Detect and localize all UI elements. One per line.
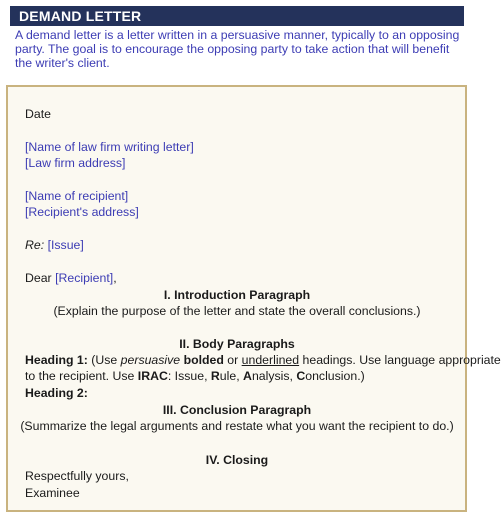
introduction-description: (Explain the purpose of the letter and state the overall conclusions.)	[53, 304, 421, 318]
heading-1-text: headings. Use language appropriate	[299, 353, 501, 367]
closing-heading: IV. Closing	[205, 453, 269, 467]
irac-text: onclusion.)	[305, 369, 365, 383]
re-line	[25, 238, 84, 253]
conclusion-description: (Summarize the legal arguments and restate what you want the recipient to do.)	[20, 419, 454, 433]
bolded-word: bolded	[183, 353, 224, 367]
document-title: DEMAND LETTER	[10, 6, 464, 26]
irac-line	[25, 369, 365, 384]
irac-letter-a: A	[243, 369, 252, 383]
irac-text: ule,	[219, 369, 244, 383]
heading-1-text: (Use	[87, 353, 121, 367]
conclusion-heading: III. Conclusion Paragraph	[162, 403, 312, 417]
signoff-line: Respectfully yours,	[25, 469, 129, 483]
irac-letter-r: R	[210, 369, 220, 383]
heading-1-line	[25, 353, 501, 368]
heading-2-label: Heading 2:	[25, 386, 88, 400]
irac-letter-c: C	[296, 369, 306, 383]
date-line: Date	[25, 107, 51, 121]
heading-1-label: Heading 1:	[25, 353, 88, 367]
irac-acronym: IRAC	[137, 369, 168, 383]
salutation-comma: ,	[113, 271, 117, 285]
salutation-label: Dear	[25, 271, 52, 285]
underlined-word: underlined	[241, 353, 300, 367]
recipient-name-placeholder: [Name of recipient]	[25, 189, 129, 203]
issue-placeholder: [Issue]	[47, 238, 84, 252]
irac-text: to the recipient. Use	[25, 369, 138, 383]
firm-address-placeholder: [Law firm address]	[25, 156, 126, 170]
intro-description: A demand letter is a letter written in a persuasive manner, typically to an opposing party. The goal is to encourage the opposing party to take action that will benefit the writer's client.	[15, 28, 460, 70]
recipient-placeholder: [Recipient]	[55, 271, 114, 285]
persuasive-word: persuasive	[120, 353, 181, 367]
recipient-address-placeholder: [Recipient's address]	[25, 205, 139, 219]
heading-1-text: or	[223, 353, 242, 367]
re-label: Re:	[25, 238, 45, 252]
body-heading: II. Body Paragraphs	[179, 337, 295, 351]
signer-line: Examinee	[25, 486, 80, 500]
firm-name-placeholder: [Name of law firm writing letter]	[25, 140, 194, 154]
irac-text: nalysis,	[251, 369, 297, 383]
introduction-heading: I. Introduction Paragraph	[163, 288, 311, 302]
salutation-line	[25, 271, 117, 286]
irac-text: : Issue,	[167, 369, 211, 383]
